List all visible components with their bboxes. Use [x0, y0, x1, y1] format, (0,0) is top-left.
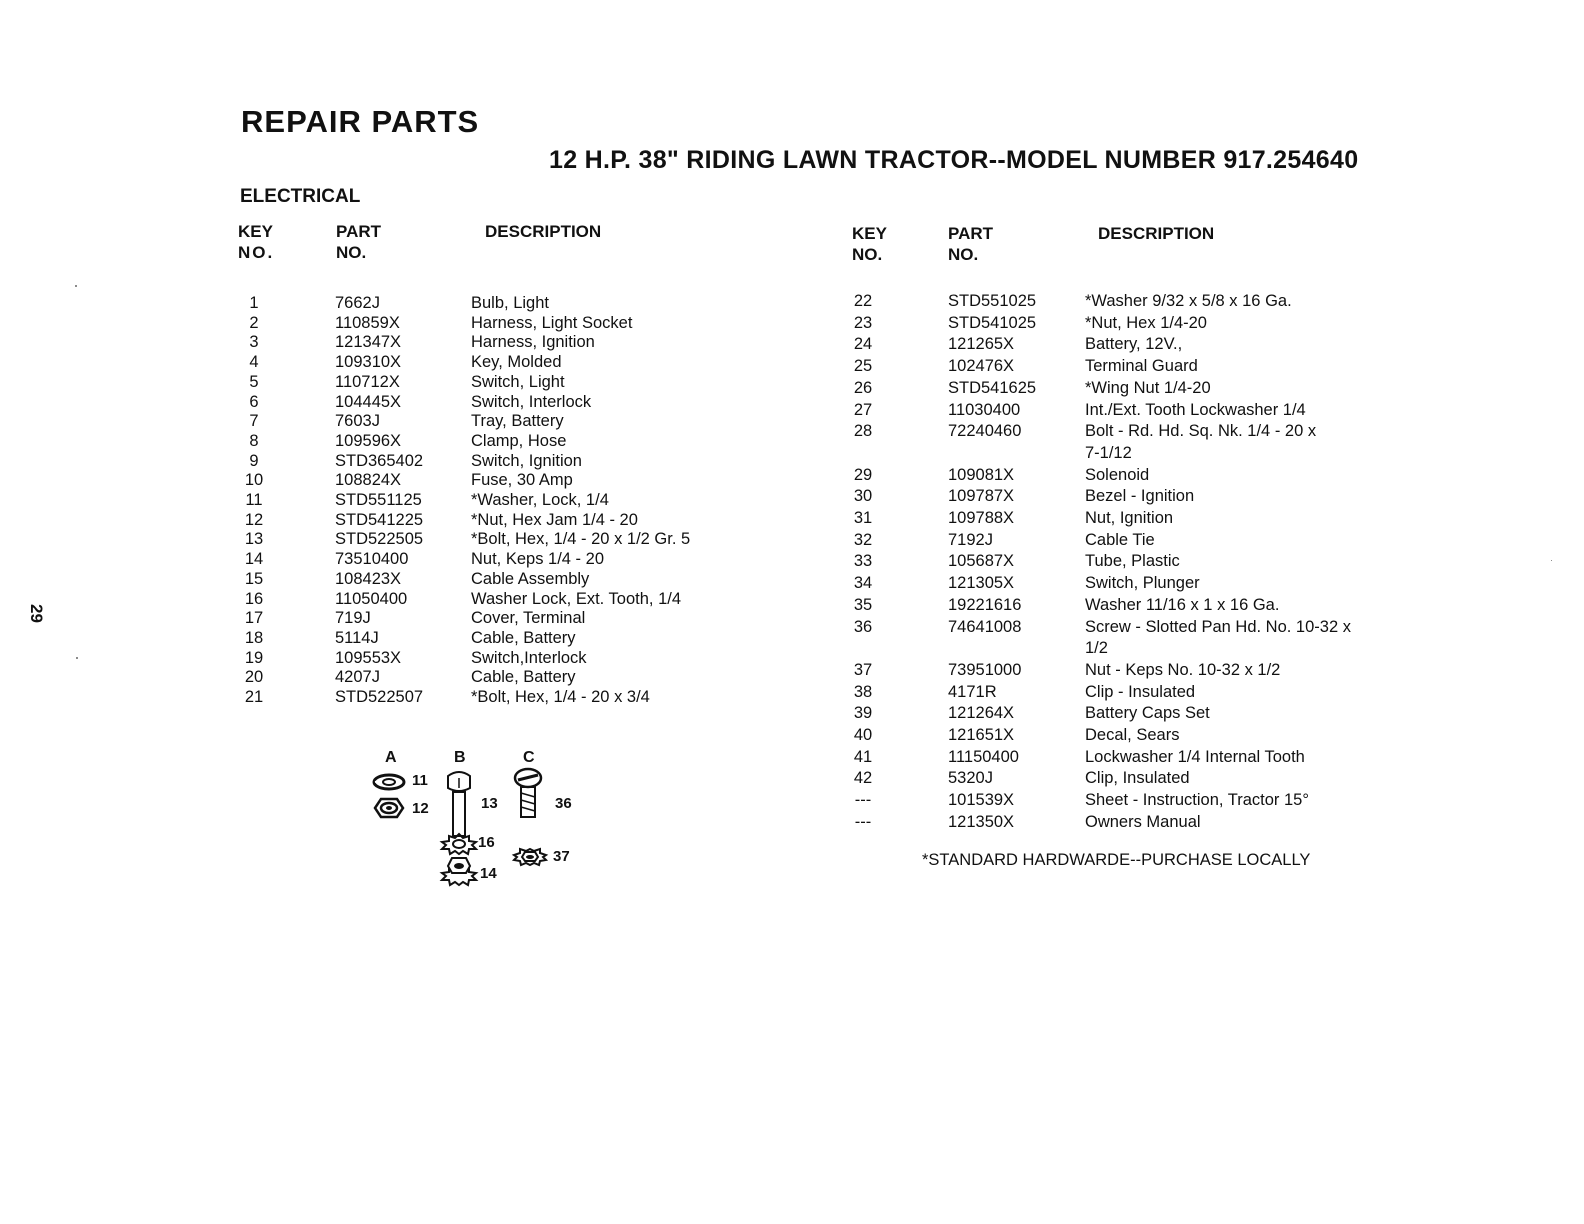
figure-label-b: B: [454, 749, 466, 766]
part-no-cell: 5320J: [948, 769, 993, 788]
part-no-cell: 109553X: [335, 648, 402, 667]
part-no-cell: STD541025: [948, 313, 1037, 332]
table-row: [0, 703, 1584, 723]
key-no-cell: 11: [245, 491, 263, 509]
right-description-header: DESCRIPTION: [1098, 224, 1215, 243]
description-cell: Lockwasher 1/4 Internal Tooth: [1085, 747, 1305, 766]
description-cell: Switch, Interlock: [471, 392, 592, 411]
description-cell: Nut - Keps No. 10-32 x 1/2: [1085, 660, 1281, 679]
description-cell: Bulb, Light: [471, 294, 549, 312]
part-no-cell: 72240460: [948, 422, 1022, 441]
key-no-cell: 33: [853, 552, 873, 571]
part-no-cell: 11150400: [948, 747, 1019, 766]
part-no-cell: 11030400: [948, 400, 1021, 419]
description-cell: Fuse, 30 Amp: [471, 471, 573, 490]
table-row: [0, 465, 1584, 485]
part-no-cell: 11050400: [335, 589, 408, 608]
table-row: [0, 530, 1584, 550]
part-no-cell: 121305X: [948, 574, 1015, 593]
part-no-cell: STD551025: [948, 292, 1037, 310]
part-no-cell: 121265X: [948, 335, 1015, 354]
table-row: [0, 660, 1584, 680]
part-header-line2: NO.: [948, 245, 979, 264]
description-cell: Cable Tie: [1085, 530, 1155, 549]
part-no-cell: STD522507: [335, 688, 424, 706]
page-number: 29: [27, 604, 46, 623]
description-cell: Cable, Battery: [471, 628, 576, 647]
table-row: [0, 682, 1584, 702]
part-no-cell: 121350X: [948, 812, 1015, 831]
part-no-cell: 4171R: [948, 682, 997, 701]
callout-13: 13: [481, 795, 498, 812]
table-row: [0, 486, 1584, 506]
part-header-line1: PART: [948, 224, 994, 243]
part-no-cell: 7192J: [948, 530, 993, 549]
part-no-cell: 7603J: [335, 412, 380, 431]
table-row: [0, 790, 1584, 810]
key-no-cell: 28: [853, 422, 873, 441]
key-no-cell: 8: [249, 431, 259, 450]
part-no-cell: 121264X: [948, 704, 1015, 723]
description-cell: Switch, Plunger: [1085, 574, 1200, 593]
key-no-cell: 9: [249, 451, 259, 470]
table-row: [0, 812, 1584, 832]
key-no-cell: 20: [244, 668, 264, 687]
part-no-cell: 104445X: [335, 392, 402, 411]
table-row: [0, 508, 1584, 528]
part-no-cell: 101539X: [948, 791, 1015, 810]
description-cell: Harness, Light Socket: [471, 313, 633, 332]
key-header-line2: NO.: [238, 243, 275, 262]
description-cell: Solenoid: [1085, 465, 1150, 484]
part-no-cell: STD551125: [335, 491, 422, 509]
part-no-cell: 110712X: [335, 372, 400, 391]
part-no-cell: 74641008: [948, 617, 1022, 636]
description-cell: Terminal Guard: [1085, 357, 1198, 376]
part-no-cell: 108423X: [335, 569, 402, 588]
key-no-cell: 35: [853, 595, 873, 614]
key-no-cell: 29: [853, 465, 873, 484]
part-no-cell: STD541625: [948, 378, 1037, 397]
key-no-cell: 39: [853, 704, 873, 723]
keps-nut-small-icon: [513, 846, 547, 868]
key-no-cell: 24: [853, 335, 873, 354]
table-row: [0, 378, 1584, 398]
key-no-cell: 17: [244, 609, 264, 628]
figure-label-c: C: [523, 749, 535, 766]
key-no-cell: 3: [249, 333, 259, 352]
description-cell: Switch, Ignition: [471, 451, 582, 470]
description-continuation: 7-1/12: [1085, 443, 1132, 462]
part-no-cell: 7662J: [335, 294, 380, 312]
key-no-cell: 18: [244, 628, 264, 647]
key-no-cell: 14: [244, 550, 264, 569]
left-description-header: DESCRIPTION: [485, 222, 602, 241]
description-cell: Switch, Light: [471, 372, 565, 391]
key-no-cell: 27: [853, 400, 873, 419]
part-header-line1: PART: [336, 222, 382, 241]
part-no-cell: 4207J: [335, 668, 380, 687]
part-no-cell: 73951000: [948, 660, 1022, 679]
key-no-cell: 38: [853, 682, 873, 701]
page-title: REPAIR PARTS: [241, 104, 480, 139]
right-key-header: [852, 223, 887, 265]
callout-14: 14: [480, 865, 497, 882]
key-no-cell: 42: [853, 769, 873, 788]
description-cell: Screw - Slotted Pan Hd. No. 10-32 x: [1085, 617, 1351, 636]
key-no-cell: 15: [244, 569, 264, 588]
key-no-cell: 21: [244, 688, 264, 706]
standard-hardware-footnote: *STANDARD HARDWARDE--PURCHASE LOCALLY: [922, 851, 1311, 869]
part-no-cell: 19221616: [948, 595, 1022, 614]
key-no-cell: 25: [853, 357, 873, 376]
description-cell: Owners Manual: [1085, 812, 1201, 831]
description-cell: Washer Lock, Ext. Tooth, 1/4: [471, 589, 682, 608]
table-row: [0, 747, 1584, 767]
part-header-line2: NO.: [336, 243, 367, 262]
external-tooth-washer-icon: [440, 833, 478, 855]
key-no-cell: 34: [853, 574, 873, 593]
key-no-cell: 4: [249, 353, 259, 372]
part-no-cell: 105687X: [948, 552, 1015, 571]
part-no-cell: 109310X: [335, 353, 402, 372]
part-no-cell: 109788X: [948, 509, 1015, 527]
part-no-cell: 73510400: [335, 550, 409, 569]
key-no-cell: 1: [249, 294, 259, 312]
key-no-cell: 36: [853, 617, 873, 636]
keps-nut-icon: [440, 856, 478, 886]
part-no-cell: STD365402: [335, 451, 424, 470]
part-no-cell: 109081X: [948, 465, 1015, 484]
table-row: [0, 595, 1584, 615]
description-cell: Cover, Terminal: [471, 609, 586, 628]
description-cell: *Bolt, Hex, 1/4 - 20 x 1/2 Gr. 5: [471, 530, 691, 549]
description-cell: *Nut, Hex Jam 1/4 - 20: [471, 510, 638, 529]
key-no-cell: 41: [853, 747, 873, 766]
description-cell: Battery, 12V.,: [1085, 335, 1183, 354]
hex-bolt-icon: [445, 770, 473, 840]
part-no-cell: 102476X: [948, 357, 1015, 376]
left-part-header: [336, 221, 381, 263]
key-no-cell: ---: [854, 812, 872, 831]
right-part-header: [948, 223, 993, 265]
description-cell: Bolt - Rd. Hd. Sq. Nk. 1/4 - 20 x: [1085, 422, 1317, 441]
key-no-cell: ---: [854, 791, 872, 810]
description-cell: Int./Ext. Tooth Lockwasher 1/4: [1085, 400, 1306, 419]
description-cell: Decal, Sears: [1085, 726, 1180, 744]
description-cell: Clip - Insulated: [1085, 682, 1196, 701]
lock-washer-icon: [372, 772, 406, 792]
part-no-cell: 109787X: [948, 487, 1015, 506]
description-cell: Tube, Plastic: [1085, 552, 1180, 571]
table-row: [0, 725, 1584, 745]
scan-speck: [75, 285, 77, 287]
table-row: [0, 768, 1584, 788]
key-header-line1: KEY: [852, 224, 887, 243]
figure-label-a: A: [385, 749, 397, 766]
part-no-cell: STD522505: [335, 530, 424, 549]
description-cell: *Washer 9/32 x 5/8 x 16 Ga.: [1085, 292, 1292, 310]
key-no-cell: 31: [853, 509, 873, 527]
key-no-cell: 5: [249, 372, 259, 391]
key-no-cell: 32: [853, 530, 873, 549]
table-row: [0, 356, 1584, 376]
part-no-cell: 5114J: [335, 628, 379, 647]
part-no-cell: 719J: [335, 609, 371, 628]
description-cell: Battery Caps Set: [1085, 704, 1210, 723]
key-no-cell: 37: [853, 660, 873, 679]
callout-11: 11: [412, 772, 428, 789]
part-no-cell: 121651X: [948, 726, 1015, 744]
description-cell: Nut, Ignition: [1085, 509, 1174, 527]
description-cell: *Wing Nut 1/4-20: [1085, 378, 1211, 397]
description-cell: Bezel - Ignition: [1085, 487, 1195, 506]
scan-speck: [76, 657, 78, 659]
key-header-line1: KEY: [238, 222, 273, 241]
description-cell: Clamp, Hose: [471, 431, 567, 450]
scan-speck: [1551, 560, 1552, 561]
part-no-cell: 108824X: [335, 471, 402, 490]
key-no-cell: 22: [853, 292, 873, 310]
table-row: [0, 400, 1584, 420]
key-no-cell: 26: [853, 378, 873, 397]
description-cell: Harness, Ignition: [471, 333, 595, 352]
table-row: [0, 291, 1584, 311]
description-cell: *Washer, Lock, 1/4: [471, 491, 609, 509]
part-no-cell: 110859X: [335, 313, 400, 332]
description-cell: Key, Molded: [471, 353, 562, 372]
part-no-cell: 109596X: [335, 431, 402, 450]
callout-36: 36: [555, 795, 572, 812]
description-cell: Sheet - Instruction, Tractor 15°: [1085, 791, 1309, 810]
key-no-cell: 30: [853, 487, 873, 506]
description-cell: Nut, Keps 1/4 - 20: [471, 550, 604, 569]
key-no-cell: 23: [853, 313, 873, 332]
key-no-cell: 2: [249, 313, 259, 332]
model-subtitle: 12 H.P. 38" RIDING LAWN TRACTOR--MODEL NUMBER 917.254640: [549, 146, 1359, 174]
pan-head-screw-icon: [512, 768, 544, 822]
callout-16: 16: [478, 834, 495, 851]
part-no-cell: 121347X: [335, 333, 402, 352]
part-no-cell: STD541225: [335, 510, 424, 529]
description-cell: Clip, Insulated: [1085, 769, 1190, 788]
description-cell: *Nut, Hex 1/4-20: [1085, 313, 1207, 332]
key-no-cell: 6: [249, 392, 259, 411]
description-continuation: 1/2: [1085, 639, 1108, 658]
section-heading: ELECTRICAL: [240, 186, 361, 207]
left-key-header: [238, 221, 274, 263]
table-row: [0, 551, 1584, 571]
key-no-cell: 7: [249, 412, 259, 431]
key-header-line2: NO.: [852, 245, 883, 264]
table-row: [0, 573, 1584, 593]
key-no-cell: 13: [244, 530, 264, 549]
key-no-cell: 16: [244, 589, 264, 608]
hex-jam-nut-icon: [371, 796, 407, 820]
table-row: [0, 313, 1584, 333]
key-no-cell: 10: [244, 471, 264, 490]
key-no-cell: 12: [244, 510, 264, 529]
callout-12: 12: [412, 800, 429, 817]
table-row: [0, 334, 1584, 354]
description-cell: Tray, Battery: [471, 412, 564, 431]
description-cell: *Bolt, Hex, 1/4 - 20 x 3/4: [471, 688, 650, 706]
description-cell: Cable, Battery: [471, 668, 576, 687]
description-cell: Cable Assembly: [471, 569, 590, 588]
key-no-cell: 40: [853, 726, 873, 744]
callout-37: 37: [553, 848, 570, 865]
description-cell: Switch,Interlock: [471, 648, 587, 667]
key-no-cell: 19: [244, 648, 264, 667]
description-cell: Washer 11/16 x 1 x 16 Ga.: [1085, 595, 1280, 614]
